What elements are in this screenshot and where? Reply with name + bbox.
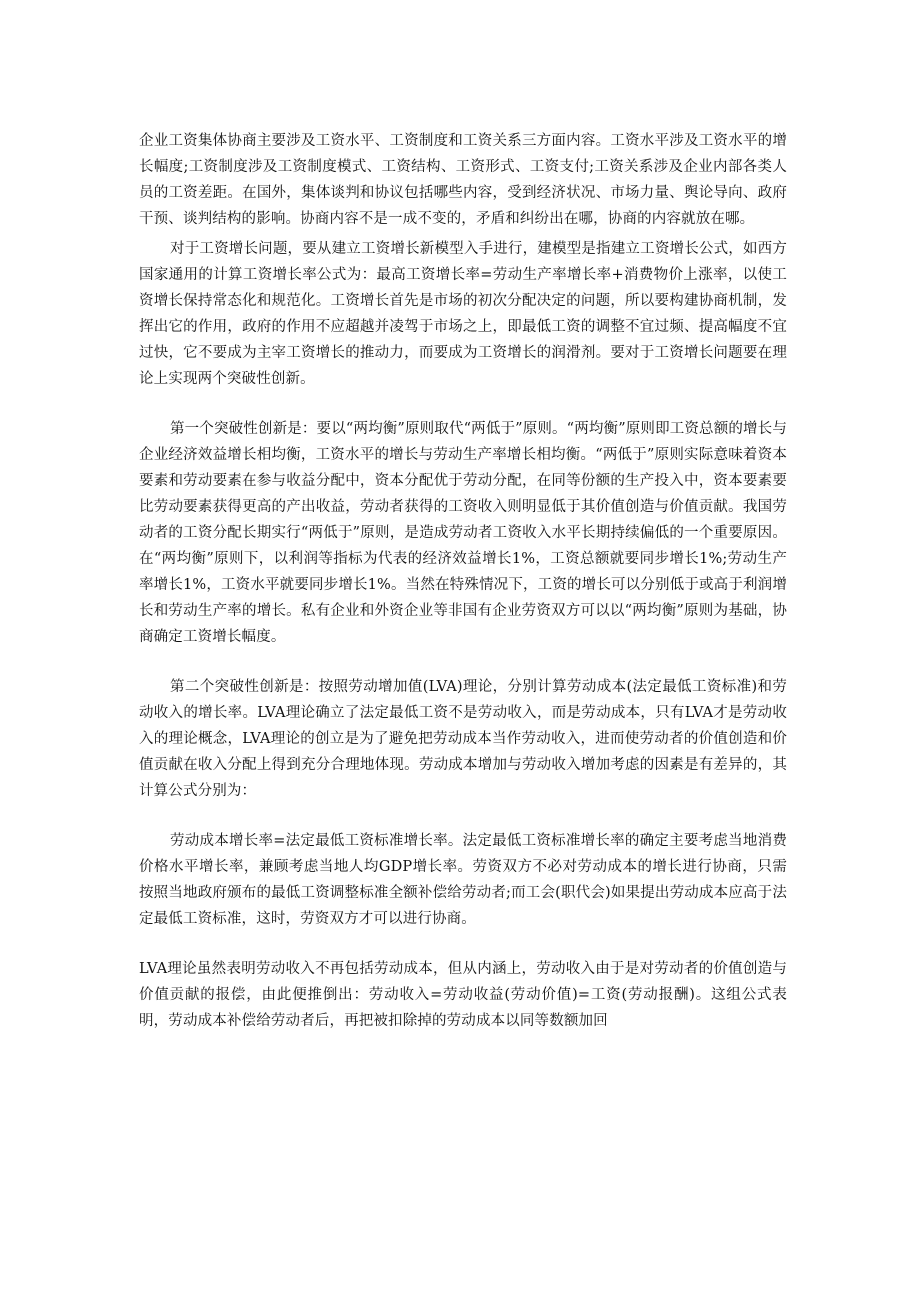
paragraph-6: LVA理论虽然表明劳动收入不再包括劳动成本，但从内涵上，劳动收入由于是对劳动者的价值创造与价值贡献的报偿，由此便推倒出：劳动收入=劳动收益(劳动价值)=工资(劳动报酬)。这组公式表明，劳动成本补偿给劳动者后，再把被扣除掉的劳动成本以同等数额加回 [139, 961, 787, 1029]
paragraph-2: 对于工资增长问题，要从建立工资增长新模型入手进行，建模型是指建立工资增长公式，如西方国家通用的计算工资增长率公式为：最高工资增长率=劳动生产率增长率+消费物价上涨率，以使工资增长保持常态化和规范化。工资增长首先是市场的初次分配决定的问题，所以要构建协商机制，发挥出它的作用，政府的作用不应超越并凌驾于市场之上，即最低工资的调整不宜过频、提高幅度不宜过快，它不要成为主宰工资增长的推动力，而要成为工资增长的润滑剂。要对于工资增长问题要在理论上实现两个突破性创新。 [139, 241, 787, 387]
paragraph-4: 第二个突破性创新是：按照劳动增加值(LVA)理论，分别计算劳动成本(法定最低工资标准)和劳动收入的增长率。LVA理论确立了法定最低工资不是劳动收入，而是劳动成本，只有LVA才是劳动收入的理论概念，LVA理论的创立是为了避免把劳动成本当作劳动收入，进而使劳动者的价值创造和价值贡献在收入分配上得到充分合理地体现。劳动成本增加与劳动收入增加考虑的因素是有差异的，其计算公式分别为： [139, 679, 787, 799]
paragraph-3: 第一个突破性创新是：要以“两均衡”原则取代“两低于”原则。“两均衡”原则即工资总额的增长与企业经济效益增长相均衡，工资水平的增长与劳动生产率增长相均衡。“两低于”原则实际意味着资本要素和劳动要素在参与收益分配中，资本分配优于劳动分配，在同等份额的生产投入中，资本要素要比劳动要素获得更高的产出收益，劳动者获得的工资收入则明显低于其价值创造与价值贡献。我国劳动者的工资分配长期实行“两低于”原则，是造成劳动者工资收入水平长期持续偏低的一个重要原因。在“两均衡”原则下，以利润等指标为代表的经济效益增长1%，工资总额就要同步增长1%;劳动生产率增长1%，工资水平就要同步增长1%。当然在特殊情况下，工资的增长可以分别低于或高于利润增长和劳动生产率的增长。私有企业和外资企业等非国有企业劳资双方可以以“两均衡”原则为基础，协商确定工资增长幅度。 [139, 421, 787, 645]
paragraph-1: 企业工资集体协商主要涉及工资水平、工资制度和工资关系三方面内容。工资水平涉及工资水平的增长幅度;工资制度涉及工资制度模式、工资结构、工资形式、工资支付;工资关系涉及企业内部各类人员的工资差距。在国外，集体谈判和协议包括哪些内容，受到经济状况、市场力量、舆论导向、政府干预、谈判结构的影响。协商内容不是一成不变的，矛盾和纠纷出在哪，协商的内容就放在哪。 [139, 133, 787, 227]
paragraph-5: 劳动成本增长率=法定最低工资标准增长率。法定最低工资标准增长率的确定主要考虑当地消费价格水平增长率，兼顾考虑当地人均GDP增长率。劳资双方不必对劳动成本的增长进行协商，只需按照当地政府颁布的最低工资调整标准全额补偿给劳动者;而工会(职代会)如果提出劳动成本应高于法定最低工资标准，这时，劳资双方才可以进行协商。 [139, 833, 787, 927]
document-body [139, 128, 787, 1034]
